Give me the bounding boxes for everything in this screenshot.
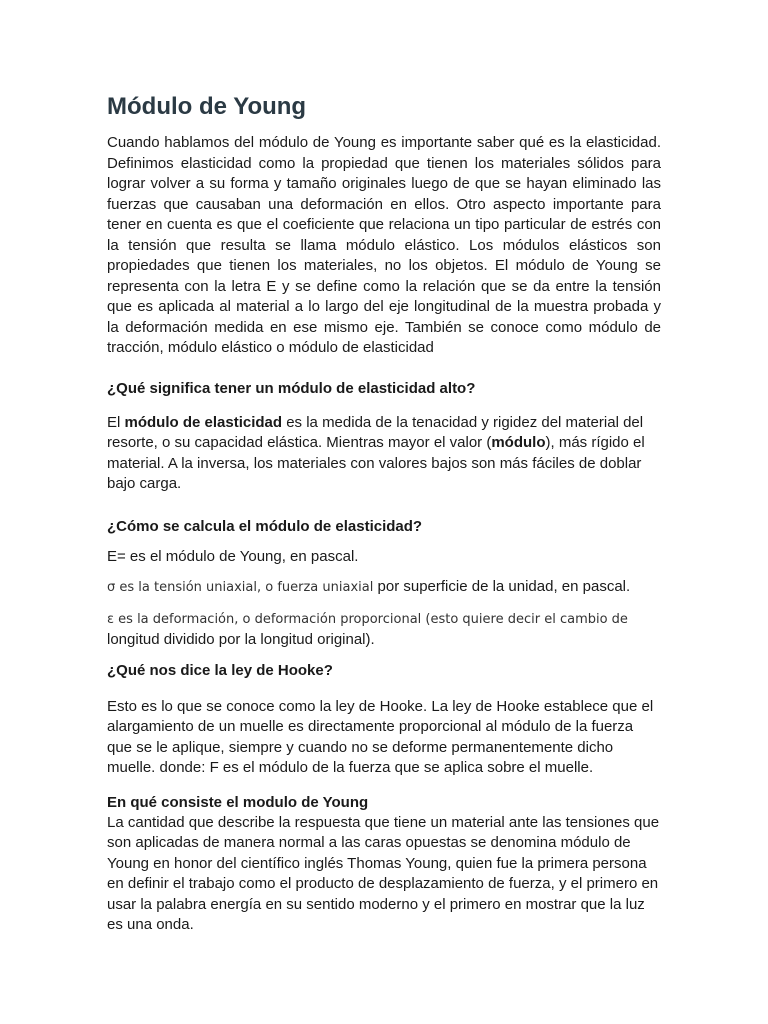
- hooke-paragraph: Esto es lo que se conoce como la ley de Hooke. La ley de Hooke establece que el alargamiento de un muelle es directamente proporcional al módulo de la fuerza que se le aplique, siempre y cuando no se deforme permanentemente dicho muelle. donde: F es el módulo de la fuerza que se aplica sobre el muelle.: [107, 697, 654, 776]
- section-heading-young: En qué consiste el modulo de Young: [107, 793, 369, 811]
- formula-line-e: E= es el módulo de Young, en pascal.: [107, 547, 359, 565]
- intro-paragraph: Cuando hablamos del módulo de Young es importante saber qué es la elasticidad. Definimos elasticidad como la propiedad que tienen los materiales sólidos para lograr volver a su forma y tamaño originales luego de que se hayan eliminado las fuerzas que causaban una deformación en ellos. Otro aspecto importante para tener en cuenta es que el coeficiente que relaciona un tipo particular de estrés con la tensión que resulta se llama módulo elástico. Los módulos elásticos son propiedades que tienen los materiales, no los objetos. El módulo de Young se representa con la letra E y se define como la relación que se da entre la tensión que es aplicada al material a lo largo del eje longitudinal de la muestra probada y la deformación medida en ese mismo eje. También se conoce como módulo de tracción, módulo elástico o módulo de elasticidad: [107, 134, 661, 356]
- epsilon-definition-rest: longitud dividido por la longitud original).: [107, 631, 375, 648]
- epsilon-definition: ε es la deformación, o deformación proporcional (esto quiere decir el cambio de: [107, 611, 628, 627]
- text-segment: El: [107, 413, 125, 431]
- bold-term: módulo de elasticidad: [124, 413, 283, 431]
- text-segment: es la medida de la tenacidad y rigidez del material del resorte, o su capacidad elástica. Mientras mayor el valor (: [107, 413, 644, 451]
- high-modulus-paragraph: [107, 413, 661, 495]
- text-segment: ), más rígido el material. A la inversa, los materiales con valores bajos son más fáciles de doblar bajo carga.: [107, 434, 645, 492]
- sigma-definition: σ es la tensión uniaxial, o fuerza uniaxial: [107, 580, 374, 595]
- formula-line-sigma: [107, 577, 661, 599]
- section-heading-calculation: ¿Cómo se calcula el módulo de elasticidad?: [107, 517, 423, 535]
- section-heading-hooke: ¿Qué nos dice la ley de Hooke?: [107, 661, 333, 679]
- young-paragraph: La cantidad que describe la respuesta que tiene un material ante las tensiones que son aplicadas de manera normal a las caras opuestas se denomina módulo de Young en honor del científico inglés Thomas Young, quien fue la primera persona en definir el trabajo como el producto de desplazamiento de fuerza, y el primero en usar la palabra energía en su sentido moderno y el primero en mostrar que la luz es una onda.: [107, 813, 660, 933]
- formula-line-epsilon: [107, 609, 661, 651]
- document-page: [107, 91, 661, 936]
- page-title: Módulo de Young: [107, 93, 307, 120]
- sigma-definition-rest: por superficie de la unidad, en pascal.: [373, 578, 631, 595]
- section-heading-high-modulus: ¿Qué significa tener un módulo de elasticidad alto?: [107, 379, 476, 397]
- bold-term: módulo: [491, 434, 546, 451]
